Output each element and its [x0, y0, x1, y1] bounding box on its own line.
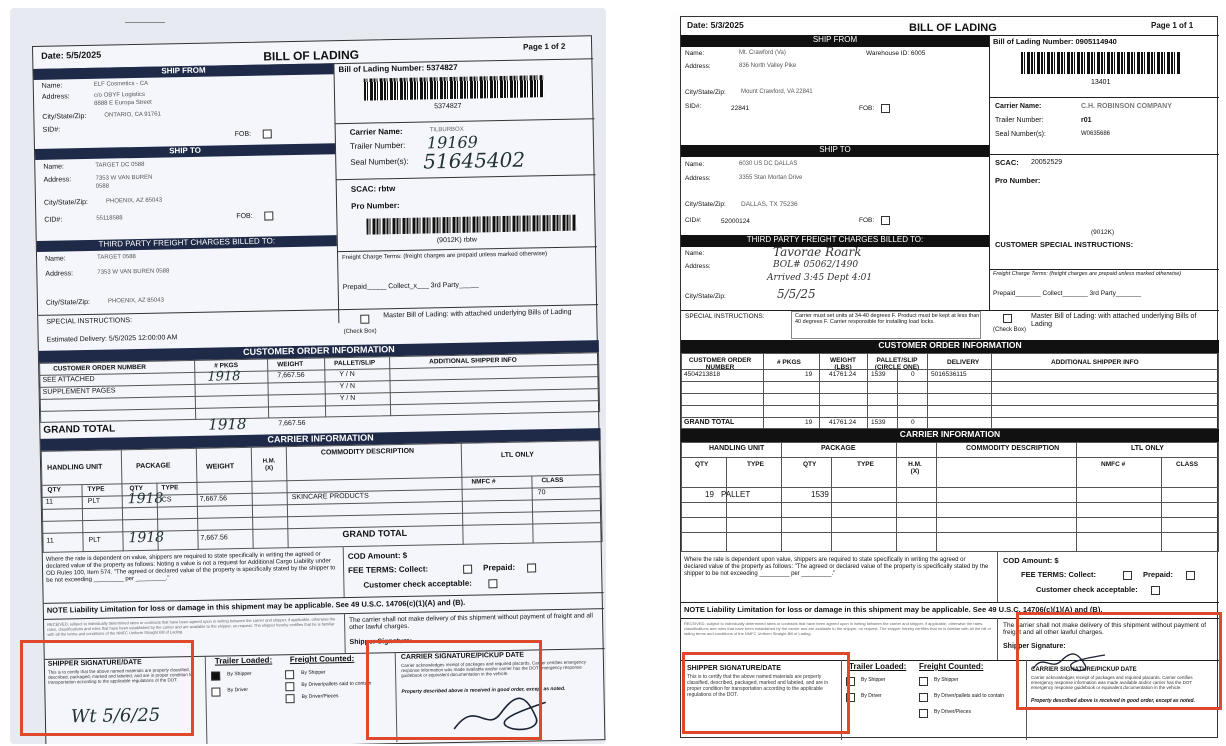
- table-cell: CS: [161, 496, 172, 504]
- doc-date: Date: 5/3/2025: [687, 20, 744, 30]
- ship-to-name: TARGET DC 0588: [95, 161, 145, 169]
- shipper-signature-label: Shipper Signature:: [349, 637, 413, 647]
- col-header: PALLET/SLIP (CIRCLE ONE): [874, 357, 920, 372]
- trailer-number: r01: [1081, 117, 1092, 124]
- handwritten-name: Tavorae Roark: [773, 245, 862, 259]
- trailer-loaded-label: Trailer Loaded:: [849, 662, 907, 671]
- ship-from-address2: 8888 E Europa Street: [94, 99, 152, 107]
- table-cell: Y / N: [339, 394, 356, 403]
- col-header: LTL ONLY: [1131, 445, 1164, 452]
- fc-shipper-checkbox[interactable]: [285, 670, 294, 679]
- handwritten-times: Arrived 3:45 Dept 4:01: [767, 273, 873, 283]
- label: Seal Number(s):: [995, 131, 1046, 138]
- fc-pallets-label: By Driver/pallets said to contain: [934, 693, 1005, 699]
- doc-title: BILL OF LADING: [263, 47, 360, 64]
- col-header: NMFC #: [471, 478, 496, 486]
- ship-to-header: SHIP TO: [35, 143, 335, 160]
- customer-check: Customer check acceptable:: [1036, 585, 1138, 594]
- shipper-certify-text: This is to certify that the above named materials are properly classified, described, packaged, marked and labeled, and are in proper condition for transportation according to the applicable regulations of the DOT.: [47, 667, 195, 685]
- label: FOB:: [234, 130, 252, 139]
- prepaid-checkbox[interactable]: [1186, 571, 1195, 580]
- ship-to-cid: 55118588: [96, 215, 123, 222]
- col-header: CUSTOMER ORDER NUMBER: [688, 357, 752, 372]
- fob-checkbox-2[interactable]: [264, 211, 273, 220]
- freight-terms: Freight Charge Terms: (freight charges are prepaid unless marked otherwise): [993, 271, 1182, 277]
- label: Address:: [685, 63, 711, 70]
- third-party-csz: PHOENIX, AZ 85043: [107, 297, 164, 305]
- table-cell: 19: [805, 371, 813, 378]
- collect-checkbox[interactable]: [463, 565, 472, 574]
- col-header: # PKGS: [214, 362, 239, 370]
- grand-total-label: GRAND TOTAL: [684, 419, 735, 426]
- grand-total-label: GRAND TOTAL: [342, 527, 408, 540]
- third-party-address: 7353 W VAN BUREN 0588: [97, 268, 170, 276]
- col-header: PACKAGE: [821, 445, 856, 452]
- table-cell: 1539: [811, 490, 829, 499]
- label: FOB:: [859, 217, 875, 224]
- master-bol: Master Bill of Lading: with attached underlying Bills of Lading: [383, 308, 572, 320]
- fee-terms: FEE TERMS: Collect:: [1021, 570, 1097, 579]
- customer-check-checkbox[interactable]: [1151, 586, 1160, 595]
- col-header: H.M. (X): [262, 458, 276, 472]
- bol-number: Bill of Lading Number: 0905114940: [993, 37, 1117, 46]
- label: Name:: [43, 163, 65, 171]
- pro-barcode-text: (9012K) rbtw: [436, 236, 477, 245]
- package-qty-total-handwritten: 1918: [128, 529, 165, 547]
- fc-shipper-label: By Shipper: [301, 669, 326, 676]
- col-header: QTY: [129, 484, 143, 493]
- col-header: TYPE: [87, 485, 105, 494]
- col-header: TYPE: [747, 461, 764, 468]
- table-cell: SEE ATTACHED: [42, 375, 95, 384]
- pkgs-handwritten: 1918: [207, 369, 241, 385]
- label: FOB:: [236, 212, 253, 221]
- carrier-shall-text: The carrier shall not make delivery of this shipment without payment of freight and all other lawful charges.: [1003, 622, 1207, 637]
- paper-mark: [125, 22, 165, 23]
- left-bill-of-lading: [32, 35, 605, 744]
- label: Trailer Number:: [349, 140, 406, 151]
- pro-number-label: Pro Number:: [995, 176, 1041, 185]
- col-header: WEIGHT: [277, 360, 304, 369]
- prepaid-collect: Prepaid_______ Collect_______ 3rd Party_______: [993, 290, 1142, 297]
- third-party-name: TARGET 0588: [97, 254, 136, 261]
- table-cell: 11: [45, 498, 54, 506]
- col-header: QTY: [803, 461, 817, 468]
- left-document-photo: [10, 8, 606, 744]
- fob-checkbox-2[interactable]: [881, 216, 890, 225]
- label: Carrier Name:: [349, 126, 403, 137]
- col-header: COMMODITY DESCRIPTION: [320, 447, 415, 457]
- col-header: CLASS: [541, 476, 564, 485]
- carrier-signature-highlight: [366, 640, 542, 740]
- seal-number-handwritten: 51645402: [423, 147, 526, 174]
- col-header: ADDITIONAL SHIPPER INFO: [1051, 359, 1139, 366]
- table-cell: 0: [911, 371, 915, 378]
- by-driver-checkbox[interactable]: [211, 688, 220, 697]
- col-header: PACKAGE: [136, 462, 171, 471]
- table-cell: 70: [537, 489, 546, 497]
- col-header: QTY: [47, 486, 61, 494]
- warehouse-id: Warehouse ID: 6005: [866, 50, 926, 57]
- scac: SCAC: rbtw: [350, 184, 396, 194]
- table-cell: PALLET: [721, 490, 751, 499]
- cod-amount: COD Amount: $: [347, 550, 408, 562]
- table-cell: PLT: [88, 536, 101, 545]
- label: City/State/Zip:: [685, 293, 726, 300]
- customer-check: Customer check acceptable:: [363, 578, 472, 590]
- shipper-certify-text: This is to certify that the above named materials are properly classified, described, packaged, marked and labeled, and are in proper condition for transportation according to the applicable regulations of the DOT.: [687, 674, 829, 698]
- trailer-loaded-label: Trailer Loaded:: [214, 655, 273, 666]
- rate-text: Where the rate is dependent on value, shippers are required to state specifically in writing the agreed or declared value of the property as follows: Noting a value is not a request for Additional Cargo Liability under OD Rules 100, Item 574. "The agreed or declared value of the property is specifically stated by the shipper to be not exceeding _________ per _________.": [45, 551, 336, 584]
- fob-checkbox[interactable]: [881, 104, 890, 113]
- ship-from-name: Mt. Crawford (Va): [739, 50, 786, 56]
- prepaid-collect: Prepaid_____ Collect_x___ 3rd Party_____: [342, 281, 479, 292]
- label: Name:: [685, 161, 705, 168]
- pro-barcode-text: (9012K): [1091, 229, 1115, 236]
- master-bol: Master Bill of Lading: with attached underlying Bills of Lading: [1031, 313, 1197, 328]
- label: City/State/Zip:: [42, 112, 87, 121]
- ship-from-header: SHIP FROM: [681, 35, 989, 47]
- ship-from-address: 836 North Valley Pike: [739, 63, 797, 69]
- carrier-name: C.H. ROBINSON COMPANY: [1081, 103, 1172, 110]
- table-cell: PLT: [87, 497, 101, 506]
- label: SID#:: [685, 103, 702, 110]
- label: Address:: [685, 175, 711, 182]
- page-number: Page 1 of 2: [523, 41, 566, 52]
- shipper-sig-date-label: SHIPPER SIGNATURE/DATE: [47, 659, 142, 668]
- label: SID#:: [42, 126, 61, 134]
- label: SCAC:: [995, 158, 1019, 167]
- ship-to-address: 7353 W VAN BUREN: [95, 174, 153, 182]
- handwritten-bol: BOL# 05062/1490: [773, 260, 859, 270]
- carrier-info-header: CARRIER INFORMATION: [41, 428, 601, 451]
- label: CID#:: [44, 216, 63, 224]
- cod-amount: COD Amount: $: [1003, 556, 1059, 565]
- by-shipper-checkbox[interactable]: [211, 672, 220, 681]
- col-header: HANDLING UNIT: [47, 463, 103, 472]
- fob-checkbox[interactable]: [263, 129, 272, 138]
- rate-text: Where the rate is dependent upon value, shippers are required to state specifically in writing the agreed or declared value of the property as follows: "The agreed or declared value of the property is specifically stated by the shipper to be not exceeding _________ per _________.": [684, 557, 989, 577]
- fc-pallets-label: By Driver/pallets said to contain: [301, 680, 372, 688]
- shipper-signature-highlight: [682, 652, 850, 734]
- third-party-header: THIRD PARTY FREIGHT CHARGES BILLED TO:: [681, 235, 989, 247]
- col-header: PALLET/SLIP: [334, 359, 376, 368]
- handwritten-date: 5/5/25: [777, 287, 816, 301]
- col-header: TYPE: [857, 461, 874, 468]
- carrier-signature-highlight: [1016, 612, 1222, 710]
- col-header: WEIGHT (LBS): [830, 357, 856, 372]
- col-header: DELIVERY: [947, 359, 980, 366]
- ship-to-name: 6030 US DC DALLAS: [739, 161, 798, 167]
- total-pkgs-handwritten: 1918: [208, 414, 247, 434]
- table-cell: 41761.24: [829, 371, 857, 378]
- table-cell: 5016536115: [931, 371, 967, 378]
- table-cell: 19: [705, 490, 714, 499]
- doc-title: BILL OF LADING: [909, 22, 997, 34]
- label: FOB:: [859, 105, 875, 112]
- carrier-sig-label: CARRIER SIGNATURE/PICKUP DATE: [1031, 667, 1137, 673]
- received-fine-print: RECEIVED, subject to individually determined rates or contracts that have been agreed upon in writing between the carrier and shipper, if applicable, otherwise the rates, classifications and rules that have been established by the carrier and are available to the shipper, on request. The shipper hereby certifies that he is familiar with all the terms and conditions of the NMFC Uniform Straight Bill of Lading.: [47, 616, 336, 637]
- col-header: HANDLING UNIT: [709, 445, 765, 452]
- by-driver-label: By Driver: [861, 693, 882, 699]
- label: Name:: [41, 82, 63, 90]
- label: City/State/Zip:: [45, 298, 90, 307]
- property-received-text: Property described above is received in good order, except as noted.: [401, 685, 566, 696]
- label: Name:: [685, 250, 705, 257]
- col-header: LTL ONLY: [500, 451, 534, 460]
- customer-special-instructions: CUSTOMER SPECIAL INSTRUCTIONS:: [995, 240, 1134, 249]
- fc-pieces-label: By Driver/Pieces: [934, 709, 971, 715]
- fee-terms: FEE TERMS: Collect:: [348, 564, 429, 576]
- ship-from-address: c/o OBYF Logistics: [93, 91, 146, 99]
- check-box-label: (Check Box): [343, 328, 377, 336]
- label: City/State/Zip:: [685, 89, 726, 96]
- table-cell: 0: [911, 419, 915, 426]
- col-header: CUSTOMER ORDER NUMBER: [53, 363, 146, 373]
- col-header: # PKGS: [777, 359, 801, 366]
- grand-total-label: GRAND TOTAL: [43, 423, 116, 436]
- trailer-number-handwritten: 19169: [426, 132, 479, 153]
- carrier-certify-text: Carrier acknowledges receipt of packages and required placards. Carrier certifies emergency response information was made available and/or carrier has the DOT emergency response guidebook or equivalent documentation in the vehicle.: [1031, 675, 1193, 690]
- bol-barcode: [1021, 52, 1181, 74]
- col-header: COMMODITY DESCRIPTION: [966, 445, 1060, 452]
- ship-from-sid: 22841: [731, 105, 750, 112]
- col-header: NMFC #: [1101, 461, 1126, 468]
- collect-checkbox[interactable]: [1123, 571, 1132, 580]
- estimated-delivery: Estimated Delivery: 5/5/2025 12:00:00 AM: [46, 334, 178, 344]
- label: Address:: [41, 93, 70, 101]
- bol-barcode-text: 5374827: [434, 102, 462, 111]
- check-box-label: (Check Box): [993, 327, 1027, 333]
- carrier-sig-label: CARRIER SIGNATURE/PICKUP DATE: [400, 651, 525, 662]
- shipper-sig-date-label: SHIPPER SIGNATURE/DATE: [687, 665, 781, 672]
- property-received-text: Property described above is received in good order, except as noted.: [1031, 698, 1195, 704]
- ship-to-header: SHIP TO: [681, 145, 989, 157]
- label: Address:: [43, 176, 72, 184]
- table-cell: Y / N: [339, 382, 356, 391]
- doc-date: Date: 5/5/2025: [41, 49, 102, 61]
- shipper-signature-handwritten: Wt 5/6/25: [70, 704, 161, 728]
- liability-note: NOTE Liability Limitation for loss or damage in this shipment may be applicable. See 49 U.S.C. 14706(c)(1)(A) and (B).: [684, 605, 1103, 614]
- label: Address:: [685, 263, 711, 270]
- table-cell: 11: [46, 537, 54, 545]
- ship-to-csz: PHOENIX, AZ 85043: [105, 197, 163, 205]
- col-header: ADDITIONAL SHIPPER INFO: [429, 356, 517, 366]
- table-cell: 19: [805, 419, 813, 426]
- table-cell: 4504213818: [684, 371, 721, 378]
- fc-shipper-checkbox[interactable]: [919, 677, 928, 686]
- shipper-signature-highlight: [20, 640, 194, 736]
- label: Address:: [45, 270, 74, 278]
- ship-to-address2: 0588: [95, 183, 110, 190]
- package-qty-handwritten: 1918: [127, 490, 164, 508]
- col-header: CLASS: [1176, 461, 1199, 468]
- table-cell: 7,667.56: [199, 495, 228, 503]
- pro-barcode: [366, 215, 576, 235]
- ship-to-cid: 52000124: [721, 218, 750, 225]
- table-cell: Y / N: [339, 370, 355, 379]
- third-party-header: THIRD PARTY FREIGHT CHARGES BILLED TO:: [37, 235, 337, 252]
- master-bol-checkbox[interactable]: [360, 315, 369, 324]
- label: Seal Number(s):: [350, 156, 409, 167]
- fc-pallets-checkbox[interactable]: [285, 682, 294, 691]
- ship-from-name: ELF Cosmetics - CA: [93, 80, 149, 88]
- special-instructions: SPECIAL INSTRUCTIONS:: [46, 317, 133, 326]
- scac-value: 20052529: [1031, 159, 1063, 166]
- col-header: WEIGHT: [206, 463, 235, 471]
- shipper-signature-label: Shipper Signature:: [1003, 643, 1066, 650]
- label: Carrier Name:: [995, 103, 1042, 110]
- ship-to-address: 3355 Stan Mortan Drive: [739, 175, 803, 181]
- fc-pieces-checkbox[interactable]: [919, 709, 928, 718]
- bol-barcode: [364, 75, 544, 100]
- bol-number: Bill of Lading Number: 5374827: [338, 62, 458, 75]
- freight-counted-label: Freight Counted:: [289, 653, 355, 665]
- label: CID#:: [685, 217, 702, 224]
- freight-terms: Freight Charge Terms: (freight charges are prepaid unless marked otherwise): [342, 251, 548, 262]
- received-fine-print: RECEIVED, subject to individually determined rates or contracts that have been agreed upon in writing between the carrier and shipper, if applicable, otherwise the rates, classifications and rules that have been established by the carrier and are available to the shipper, on request. The shipper hereby certifies that he is familiar with all the bill of lading terms and conditions of the NMFC Uniform Straight Bill of Lading.: [684, 621, 991, 636]
- carrier-name: TILBURBOX: [429, 126, 464, 134]
- carrier-certify-text: Carrier acknowledges receipt of packages and required placards. Carrier certifies emergency response information was made available and/or carrier has the DOT emergency response guidebook or equivalent documentation in the vehicle.: [400, 659, 587, 679]
- by-shipper-label: By Shipper: [227, 670, 252, 678]
- col-header: TYPE: [161, 484, 179, 492]
- fc-pieces-checkbox[interactable]: [285, 694, 294, 703]
- right-document-photo: [670, 12, 1224, 744]
- master-bol-checkbox[interactable]: [1003, 314, 1012, 323]
- label: Name:: [45, 255, 66, 263]
- label: City/State/Zip:: [43, 198, 89, 207]
- ship-to-csz: DALLAS, TX 75236: [741, 201, 798, 208]
- commodity-description: SKINCARE PRODUCTS: [291, 492, 369, 502]
- table-cell: 7,667.56: [200, 534, 228, 542]
- customer-check-checkbox[interactable]: [488, 579, 497, 588]
- ship-from-header: SHIP FROM: [33, 63, 333, 80]
- prepaid-label: Prepaid:: [483, 562, 516, 573]
- table-cell: SUPPLEMENT PAGES: [42, 387, 116, 396]
- special-instructions: SPECIAL INSTRUCTIONS:: [685, 313, 765, 320]
- carrier-shall-text: The carrier shall not make delivery of this shipment without payment of freight and all other lawful charges.: [349, 612, 593, 632]
- ship-from-csz: Mount Crawford, VA 22841: [741, 89, 813, 95]
- prepaid-label: Prepaid:: [1143, 570, 1174, 579]
- customer-order-header: CUSTOMER ORDER INFORMATION: [681, 340, 1219, 353]
- liability-note: NOTE Liability Limitation for loss or damage in this shipment may be applicable. See 49 U.S.C. 14706(c)(1)(A) and (B).: [46, 597, 466, 615]
- carrier-info-header: CARRIER INFORMATION: [681, 429, 1219, 442]
- freight-counted-label: Freight Counted:: [919, 662, 984, 671]
- by-shipper-label: By Shipper: [861, 677, 886, 683]
- prepaid-checkbox[interactable]: [527, 563, 536, 572]
- total-weight: 7,667.56: [278, 419, 306, 428]
- label: Trailer Number:: [995, 117, 1044, 124]
- customer-order-header: CUSTOMER ORDER INFORMATION: [39, 340, 599, 363]
- col-header: H.M. (X): [908, 461, 922, 476]
- table-cell: 1539: [871, 419, 886, 426]
- table-cell: 1539: [871, 371, 886, 378]
- seal-number: W0635686: [1081, 131, 1111, 137]
- page-number: Page 1 of 1: [1151, 21, 1194, 30]
- col-header: QTY: [695, 461, 709, 468]
- by-driver-label: By Driver: [227, 686, 249, 694]
- pro-number-label: Pro Number:: [351, 200, 400, 211]
- bol-barcode-text: 13401: [1091, 79, 1111, 86]
- fc-shipper-label: By Shipper: [934, 677, 959, 683]
- ship-from-csz: ONTARIO, CA 91761: [104, 111, 161, 119]
- fc-pieces-label: By Driver/Pieces: [301, 693, 339, 700]
- label: City/State/Zip:: [685, 201, 726, 208]
- table-cell: 41761.24: [829, 419, 857, 426]
- fc-pallets-checkbox[interactable]: [919, 693, 928, 702]
- special-instructions-text: Carrier must set units at 34-40 degrees F. Product must be kept at less than 40 degrees F. Carrier responsible for installing load locks.: [795, 313, 980, 326]
- label: Name:: [685, 50, 705, 57]
- table-cell: 7,667.56: [277, 371, 305, 380]
